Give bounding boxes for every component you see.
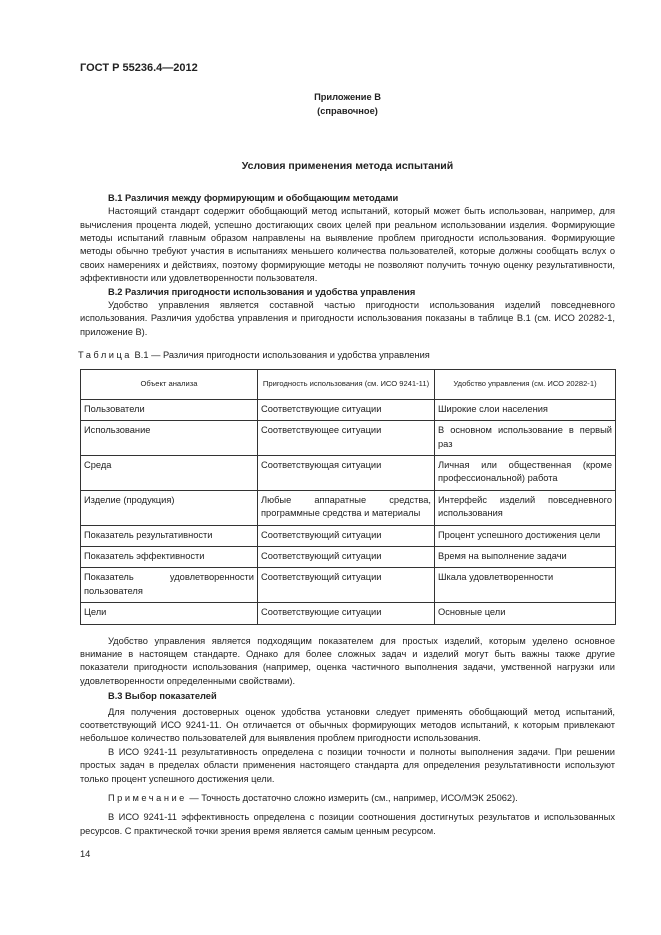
table-row (81, 546, 616, 567)
table-row (81, 399, 616, 420)
comparison-table-wrap (80, 369, 615, 625)
page-number: 14 (80, 849, 91, 860)
table-cell: Основные цели (435, 603, 616, 624)
table-cell: Пользователи (81, 399, 258, 420)
table-cell: Время на выполнение задачи (435, 546, 616, 567)
after-table-paragraph: Удобство управления является подходящим показателем для простых изделий, которым уделено основное внимание в настоящем стандарте. Однако для более сложных задач и изделий могут быть важны также другие показатели пригодности использования (например, оценка частичного выполнения задачи, умственной нагрузки или удовлетворенности определенными свойствами). (80, 635, 615, 686)
section-b2-paragraph: Удобство управления является составной частью пригодности использования изделий повседневного использования. Различия удобства управления и пригодности использования показаны в таблице В.1 (см. ИСО 20282-1, приложение В). (80, 300, 615, 337)
section-b1 (80, 192, 615, 339)
table-cell: Личная или общественная (кроме профессиональной) работа (435, 455, 616, 490)
document-header: ГОСТ Р 55236.4—2012 (80, 62, 198, 74)
table-header-row (81, 369, 616, 399)
table-cell: Шкала удовлетворенности (435, 568, 616, 603)
table-caption (78, 349, 615, 362)
table-cell: Соответствующий ситуации (258, 568, 435, 603)
table-row (81, 525, 616, 546)
section-b3-paragraph-2: В ИСО 9241-11 результативность определена с позиции точности и полноты выполнения задачи. При решении простых задач в пределах области применения настоящего стандарта для определения результативности используют только процент успешного достижения цели. (80, 746, 615, 784)
table-cell: В основном использование в первый раз (435, 421, 616, 456)
table-row (81, 455, 616, 490)
table-header-cell: Удобство управления (см. ИСО 20282-1) (435, 369, 616, 399)
table-cell: Соответствующие ситуации (258, 399, 435, 420)
table-cell: Цели (81, 603, 258, 624)
table-cell: Соответствующее ситуации (258, 421, 435, 456)
table-row (81, 490, 616, 525)
section-b3-paragraph-1: Для получения достоверных оценок удобства установки следует применять обобщающий метод испытаний, соответствующий ИСО 9241-11. Он отличается от обычных формирующих методов испытаний, к которым привлекают небольшое количество пользователей для выявления проблем пригодности использования. (80, 706, 615, 744)
section-b3-paragraph-3: В ИСО 9241-11 эффективность определена с позиции соотношения достигнутых результатов и использованных ресурсов. С практической точки зрения время является самым ценным ресурсом. (80, 812, 615, 836)
table-cell: Соответствующий ситуации (258, 525, 435, 546)
annex-heading: Условия применения метода испытаний (241, 159, 454, 172)
annex-title: Приложение В (314, 92, 381, 102)
table-cell: Соответствующие ситуации (258, 603, 435, 624)
table-header-cell: Пригодность использования (см. ИСО 9241-11) (258, 369, 435, 399)
section-b3 (80, 635, 615, 839)
annex-subtitle: (справочное) (317, 106, 378, 117)
table-cell: Соответствующий ситуации (258, 546, 435, 567)
table-cell: Использование (81, 421, 258, 456)
section-b2-heading: В.2 Различия пригодности использования и удобства управления (108, 286, 416, 297)
table-cell: Показатель удовлетворенности пользователя (81, 568, 258, 603)
note (80, 792, 615, 805)
table-row (81, 421, 616, 456)
table-header-cell: Объект анализа (81, 369, 258, 399)
table-row (81, 568, 616, 603)
section-b3-heading: В.3 Выбор показателей (108, 691, 217, 702)
table-cell: Показатель эффективности (81, 546, 258, 567)
table-cell: Широкие слои населения (435, 399, 616, 420)
table-caption-label: Таблица (78, 350, 132, 361)
table-cell: Интерфейс изделий повседневного использования (435, 490, 616, 525)
table-row (81, 603, 616, 624)
note-label: Примечание (108, 793, 187, 804)
table-cell: Процент успешного достижения цели (435, 525, 616, 546)
table-cell: Любые аппаратные средства, программные средства и материалы (258, 490, 435, 525)
section-b1-paragraph: Настоящий стандарт содержит обобщающий метод испытаний, который может быть использован, например, для вычисления процента людей, успешно достигающих своих целей при реальном использовании изделия. Формирующие методы испытаний главным образом направлены на выявление проблем пригодности использования. Формирующие методы обычно требуют участия в испытаниях меньшего количества пользователей, которые должны сообщать вслух о своих намерениях и действиях, поэтому формирующие методы не позволяют получить точную оценку результативности, эффективности или удовлетворенности пользователя. (80, 206, 615, 284)
table-cell: Изделие (продукция) (81, 490, 258, 525)
section-b1-heading: В.1 Различия между формирующим и обобщающим методами (108, 192, 399, 203)
note-text: — Точность достаточно сложно измерить (см., например, ИСО/МЭК 25062). (186, 793, 518, 804)
table-cell: Показатель результативности (81, 525, 258, 546)
comparison-table (80, 369, 616, 625)
table-caption-text: В.1 — Различия пригодности использования и удобства управления (134, 350, 430, 361)
table-cell: Соответствующая ситуации (258, 455, 435, 490)
table-cell: Среда (81, 455, 258, 490)
